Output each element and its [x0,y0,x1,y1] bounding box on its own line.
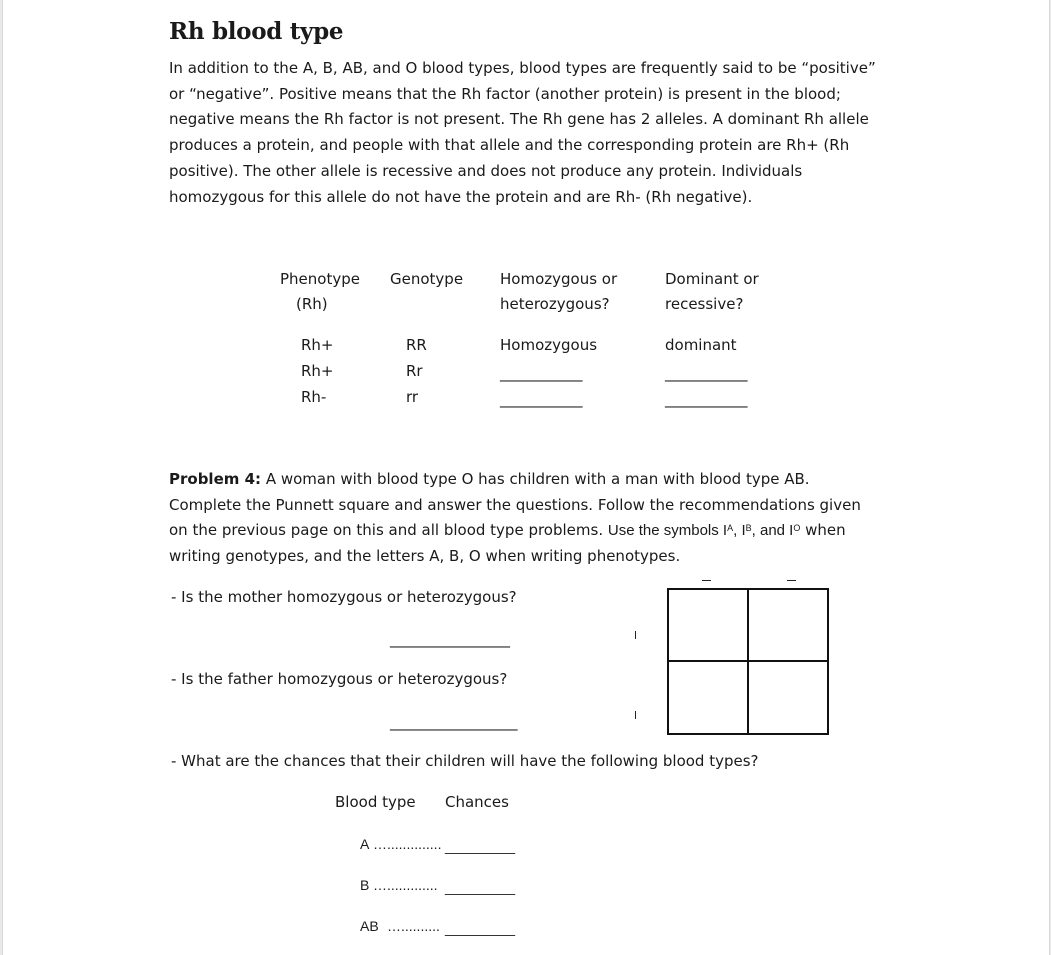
punnett-cell[interactable] [747,588,829,662]
chance-blank[interactable]: _________ [445,838,516,854]
header-zygosity: Homozygous or [500,270,618,288]
blood-type-label: AB [360,918,379,934]
row-genotype: RR [406,336,427,354]
question-mother: - Is the mother homozygous or heterozygous? [171,588,517,606]
row-phenotype: Rh+ [301,362,334,380]
answer-blank-mother[interactable]: ________________ [390,630,510,648]
leader-dots: ….......... [387,918,440,934]
symbols-intro: Use the symbols $I^A$, $I^B$, and $I^O$ [607,522,801,540]
row-phenotype: Rh- [301,388,327,406]
header-genotype: Genotype [390,270,464,288]
row-dominance-blank[interactable]: ___________ [665,364,748,382]
row-allele-mark [635,631,636,639]
blood-type-label: A [360,836,370,852]
problem-statement: A woman with blood type O has children with a man with blood type AB. Complete the Punnett square and answer the questions. Follow the recommendations given on the previous page on this and all blood type problems. [169,470,861,540]
answer-blank-father[interactable]: _________________ [390,713,518,731]
header-zygosity-sub: heterozygous? [500,295,610,313]
punnett-cell[interactable] [667,660,749,735]
header-blood-type: Blood type [335,793,416,811]
row-zygosity: Homozygous [500,336,598,354]
header-dominance-sub: recessive? [665,295,744,313]
leader-dots: ….............. [373,836,442,852]
blood-type-label: B [360,877,370,893]
chance-blank[interactable]: _________ [445,920,516,936]
punnett-cell[interactable] [667,588,749,662]
punnett-cell[interactable] [747,660,829,735]
column-allele-mark [702,580,711,581]
header-phenotype-sub: (Rh) [296,295,328,313]
row-zygosity-blank[interactable]: ___________ [500,364,583,382]
row-dominance: dominant [665,336,737,354]
row-genotype: Rr [406,362,423,380]
question-chances: - What are the chances that their children will have the following blood types? [171,752,759,770]
problem-instructions: when writing genotypes, and the letters A, B, O when writing phenotypes. [169,521,846,566]
intro-paragraph: In addition to the A, B, AB, and O blood types, blood types are frequently said to be “positive” or “negative”. Positive means that the Rh factor (another protein) is present in the blood; negative means the Rh factor is not present. The Rh gene has 2 alleles. A dominant Rh allele produces a protein, and people with that allele and the corresponding protein are Rh+ (Rh positive). The other allele is recessive and does not produce any protein. Individuals homozygous for this allele do not have the protein and are Rh- (Rh negative). [169,59,876,206]
column-allele-mark [787,580,796,581]
row-zygosity-blank[interactable]: ___________ [500,390,583,408]
section-title: Rh blood type [169,18,344,45]
header-chances: Chances [445,793,509,811]
leader-dots: …............. [373,877,438,893]
chance-blank[interactable]: _________ [445,879,516,895]
row-genotype: rr [406,388,419,406]
problem-4-text [169,467,884,570]
row-phenotype: Rh+ [301,336,334,354]
question-father: - Is the father homozygous or heterozygous? [171,670,508,688]
header-phenotype: Phenotype [280,270,360,288]
header-dominance: Dominant or [665,270,759,288]
document-page [2,0,1050,955]
problem-label: Problem 4: [169,470,262,488]
row-dominance-blank[interactable]: ___________ [665,390,748,408]
row-allele-mark [635,711,636,719]
